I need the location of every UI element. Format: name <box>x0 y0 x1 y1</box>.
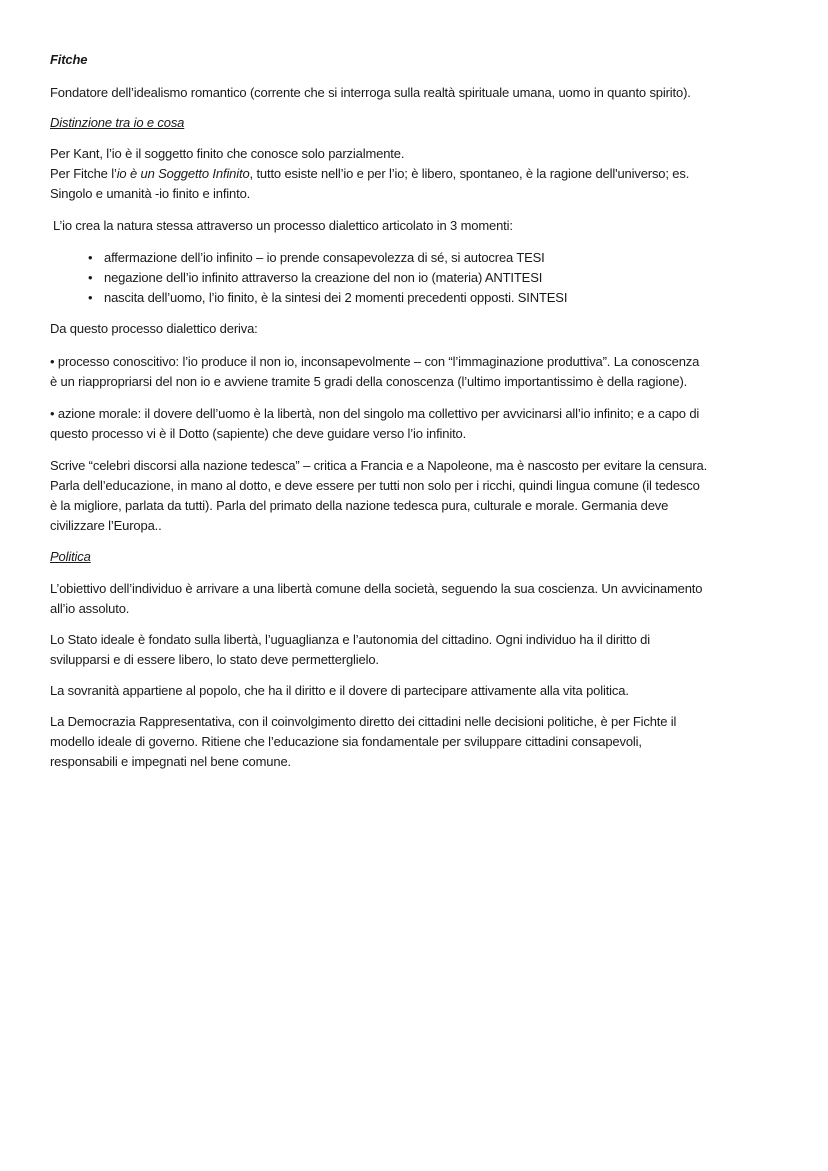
document-title: Fitche <box>50 52 88 67</box>
dialectic-intro: L’io crea la natura stessa attraverso un processo dialettico articolato in 3 momenti: <box>53 218 513 233</box>
objective-line: all’io assoluto. <box>50 601 130 616</box>
derives-line: Da questo processo dialettico deriva: <box>50 321 258 336</box>
state-line: svilupparsi e di essere libero, lo stato deve permetterglielo. <box>50 652 379 667</box>
fichte-line <box>50 166 689 182</box>
bullet-icon: • <box>88 250 93 265</box>
bullet-icon: • <box>88 290 93 305</box>
state-line: Lo Stato ideale è fondato sulla libertà, l’uguaglianza e l’autonomia del cittadino. Ogni individuo ha il diritto di <box>50 632 650 647</box>
moment-item: affermazione dell’io infinito – io prende consapevolezza di sé, si autocrea TESI <box>104 250 545 265</box>
section-heading-politica: Politica <box>50 549 91 564</box>
democracy-line: La Democrazia Rappresentativa, con il coinvolgimento diretto dei cittadini nelle decisioni politiche, è per Fichte il <box>50 714 677 729</box>
fichte-prefix: Per Fitche l’ <box>50 166 117 181</box>
moment-item: nascita dell’uomo, l’io finito, è la sintesi dei 2 momenti precedenti opposti. SINTESI <box>104 290 568 305</box>
sovereignty-line: La sovranità appartiene al popolo, che ha il diritto e il dovere di partecipare attivamente alla vita politica. <box>50 683 629 698</box>
speeches-line: è la migliore, parlata da tutti). Parla del primato della nazione tedesca pura, culturale e morale. Germania deve <box>50 498 669 513</box>
fichte-suffix: , tutto esiste nell’io e per l’io; è libero, spontaneo, è la ragione dell'universo; es. <box>249 166 690 181</box>
moment-item: negazione dell’io infinito attraverso la creazione del non io (materia) ANTITESI <box>104 270 543 285</box>
democracy-line: responsabili e impegnati nel bene comune. <box>50 754 292 769</box>
intro-paragraph: Fondatore dell’idealismo romantico (corrente che si interroga sulla realtà spirituale umana, uomo in quanto spirito). <box>50 85 691 100</box>
fichte-italic: io è un Soggetto Infinito <box>116 166 250 181</box>
democracy-line: modello ideale di governo. Ritiene che l’educazione sia fondamentale per sviluppare cittadini consapevoli, <box>50 734 642 749</box>
moral-line: questo processo vi è il Dotto (sapiente) che deve guidare verso l’io infinito. <box>50 426 467 441</box>
objective-line: L’obiettivo dell’individuo è arrivare a una libertà comune della società, seguendo la sua coscienza. Un avvicinamento <box>50 581 703 596</box>
speeches-line: civilizzare l’Europa.. <box>50 518 162 533</box>
speeches-line: Parla dell’educazione, in mano al dotto, e deve essere per tutti non solo per i ricchi, quindi lingua comune (il tedesco <box>50 478 700 493</box>
speeches-line: Scrive “celebri discorsi alla nazione tedesca” – critica a Francia e a Napoleone, ma è nascosto per evitare la censura. <box>50 458 708 473</box>
section-heading-distinzione: Distinzione tra io e cosa <box>50 115 185 130</box>
bullet-icon: • <box>88 270 93 285</box>
knowledge-line: • processo conoscitivo: l’io produce il non io, inconsapevolmente – con “l’immaginazione produttiva”. La conoscenza <box>50 354 700 369</box>
fichte-line-2: Singolo e umanità -io finito e infinto. <box>50 186 251 201</box>
kant-line: Per Kant, l’io è il soggetto finito che conosce solo parzialmente. <box>50 146 405 161</box>
knowledge-line: è un riappropriarsi del non io e avviene tramite 5 gradi della conoscenza (l’ultimo importantissimo è della ragione). <box>50 374 688 389</box>
moral-line: • azione morale: il dovere dell’uomo è la libertà, non del singolo ma collettivo per avvicinarsi all’io infinito; e a capo di <box>50 406 700 421</box>
